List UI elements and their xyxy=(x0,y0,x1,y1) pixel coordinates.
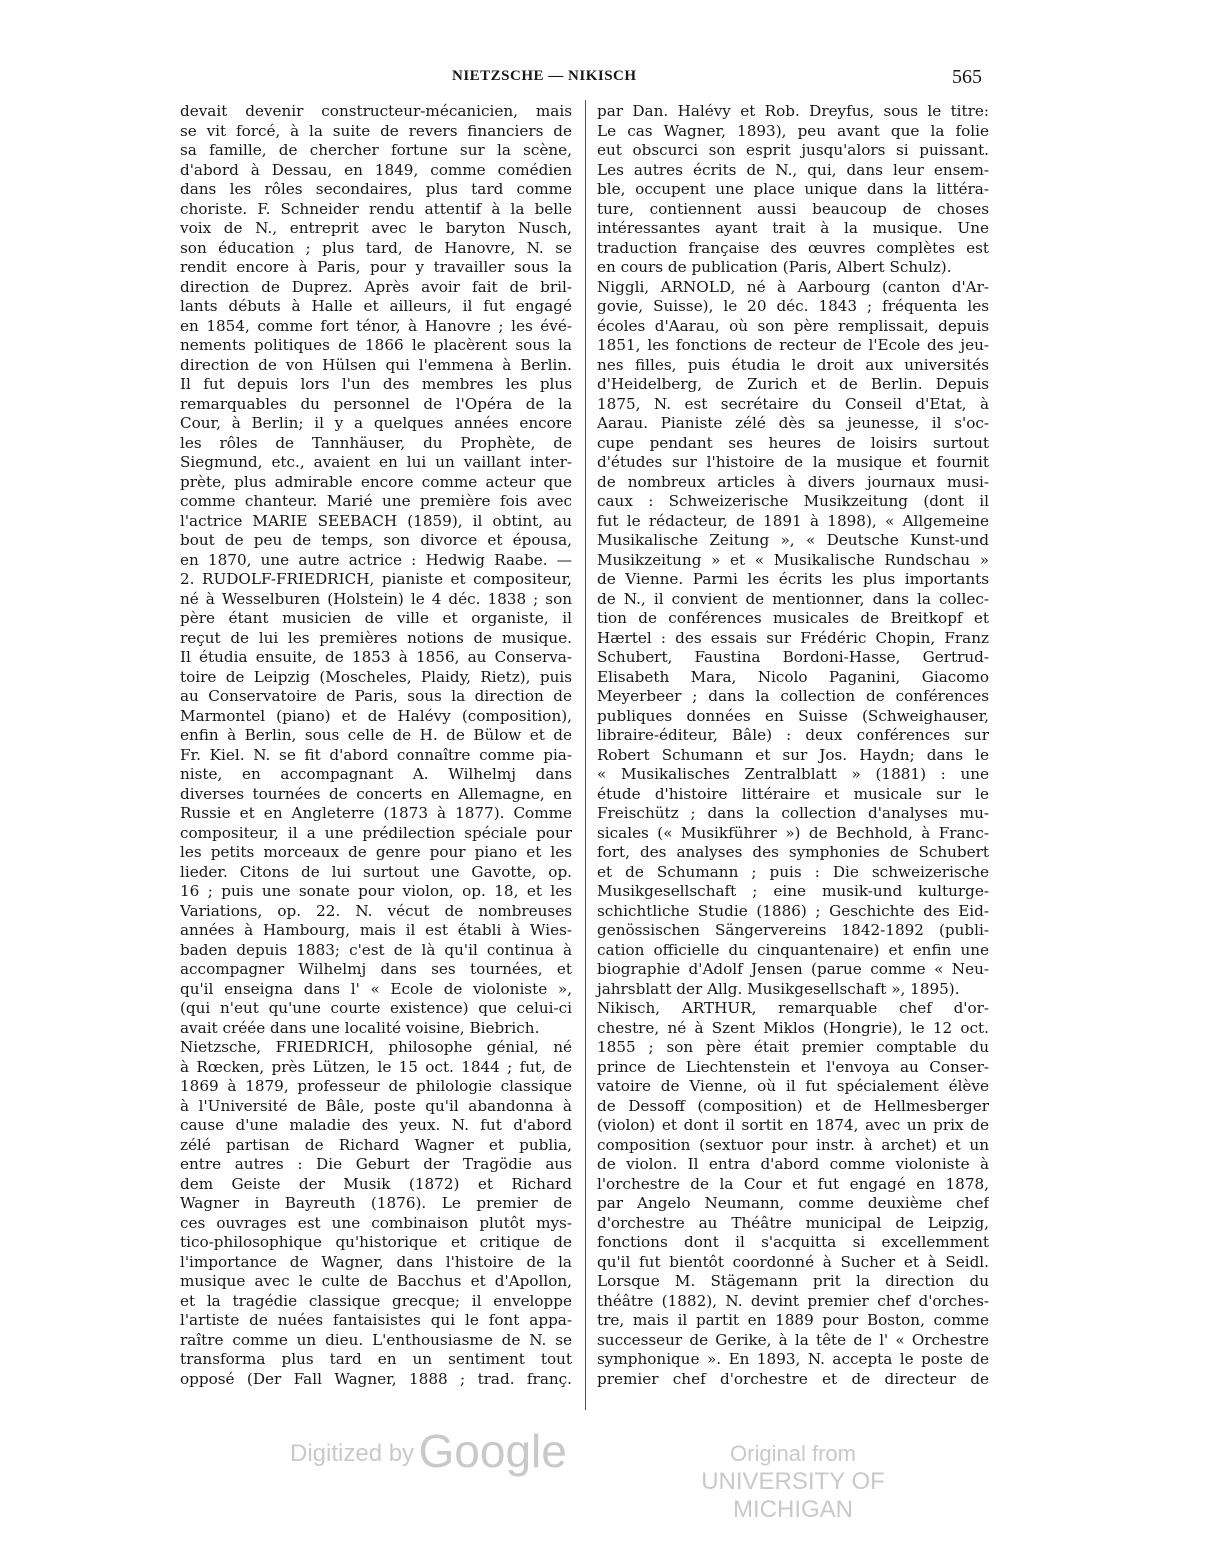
text-line: enfin à Berlin, sous celle de H. de Bülow et de xyxy=(180,726,572,744)
text-line: et la tragédie classique grecque; il enveloppe xyxy=(180,1291,572,1310)
text-line: Aarau. Pianiste zélé dès sa jeunesse, il s'oc- xyxy=(597,414,989,432)
text-line: ces ouvrages est une combinaison plutôt mys- xyxy=(180,1213,572,1232)
text-line: Siegmund, etc., avaient en lui un vaillant inter- xyxy=(180,453,572,471)
text-line: tre, mais il partit en 1889 pour Boston, comme xyxy=(597,1311,989,1329)
text-line: prète, plus admirable encore comme acteur que xyxy=(180,472,572,491)
text-line: choriste. F. Schneider rendu attentif à la belle xyxy=(180,199,572,218)
text-line: zélé partisan de Richard Wagner et publia, xyxy=(180,1135,572,1154)
text-line: Freischütz ; dans la collection d'analyses mu- xyxy=(597,804,989,822)
page-number: 565 xyxy=(952,66,982,88)
text-line: de Vienne. Parmi les écrits les plus importants xyxy=(597,570,989,588)
text-line: Il fut depuis lors l'un des membres les plus xyxy=(180,375,572,393)
text-line: genössischen Sängervereins 1842-1892 (publi- xyxy=(597,921,989,939)
text-line: baden depuis 1883; c'est de là qu'il continua à xyxy=(180,940,572,959)
text-line: au Conservatoire de Paris, sous la direction de xyxy=(180,687,572,705)
text-line: Musikalische Zeitung », « Deutsche Kunst-und xyxy=(597,531,989,549)
text-line: d'abord à Dessau, en 1849, comme comédien xyxy=(180,160,572,179)
text-line: rendit encore à Paris, pour y travailler sous la xyxy=(180,258,572,276)
text-line: les petits morceaux de genre pour piano et les xyxy=(180,843,572,861)
text-line: musique avec le culte de Bacchus et d'Apollon, xyxy=(180,1272,572,1290)
text-line: 1875, N. est secrétaire du Conseil d'Etat, à xyxy=(597,394,989,413)
text-line: par Dan. Halévy et Rob. Dreyfus, sous le titre: xyxy=(597,102,989,120)
text-line: (qui n'eut qu'une courte existence) que celui-ci xyxy=(180,999,572,1017)
text-line: Lorsque M. Stägemann prit la direction du xyxy=(597,1272,989,1290)
text-line: qu'il enseigna dans l' « Ecole de violoniste », xyxy=(180,979,572,998)
text-line: vatoire de Vienne, où il fut spécialement élève xyxy=(597,1077,989,1095)
text-line: tion de conférences musicales de Breitkopf et xyxy=(597,609,989,627)
text-line: 16 ; puis une sonate pour violon, op. 18, et les xyxy=(180,882,572,900)
text-line: nements politiques de 1866 le placèrent sous la xyxy=(180,336,572,354)
text-line: en cours de publication (Paris, Albert Schulz). xyxy=(597,258,952,276)
text-line: cause d'une maladie des yeux. N. fut d'abord xyxy=(180,1116,572,1134)
text-line: Niggli, ARNOLD, né à Aarbourg (canton d'Ar- xyxy=(597,277,989,296)
text-line: à Rœcken, près Lützen, le 15 oct. 1844 ; fut, de xyxy=(180,1057,572,1076)
text-line: lants débuts à Halle et ailleurs, il fut engagé xyxy=(180,297,572,315)
text-line: caux : Schweizerische Musikzeitung (dont il xyxy=(597,492,989,510)
text-line: govie, Suisse), le 20 déc. 1843 ; fréquenta les xyxy=(597,297,989,315)
text-line: Les autres écrits de N., qui, dans leur ensem- xyxy=(597,160,989,179)
text-line: libraire-éditeur, Bâle) : deux conférences sur xyxy=(597,726,989,744)
text-line: schichtliche Studie (1886) ; Geschichte des Eid- xyxy=(597,901,989,920)
text-line: devait devenir constructeur-mécanicien, mais xyxy=(180,102,572,120)
digitized-by-watermark xyxy=(290,1424,567,1478)
text-line: diverses tournées de concerts en Allemagne, en xyxy=(180,784,572,803)
text-line: étude d'histoire littéraire et musicale sur le xyxy=(597,784,989,803)
text-line: traduction française des œuvres complètes est xyxy=(597,238,989,257)
university-text: UNIVERSITY OF MICHIGAN xyxy=(701,1468,885,1523)
text-line: dans les rôles secondaires, plus tard comme xyxy=(180,180,572,198)
text-line: ture, contiennent aussi beaucoup de choses xyxy=(597,199,989,218)
text-line: qu'il fut bientôt coordonné à Sucher et à Seidl. xyxy=(597,1252,989,1271)
text-line: Russie et en Angleterre (1873 à 1877). Comme xyxy=(180,804,572,822)
text-line: comme chanteur. Marié une première fois avec xyxy=(180,492,572,510)
text-line: Le cas Wagner, 1893), peu avant que la folie xyxy=(597,121,989,140)
text-line: eut obscurci son esprit jusqu'alors si puissant. xyxy=(597,141,989,159)
text-line: fort, des analyses des symphonies de Schubert xyxy=(597,843,989,861)
text-line: les rôles de Tannhäuser, du Prophète, de xyxy=(180,433,572,452)
text-line: entre autres : Die Geburt der Tragödie aus xyxy=(180,1155,572,1173)
text-line: transforma plus tard en un sentiment tout xyxy=(180,1350,572,1368)
text-line: biographie d'Adolf Jensen (parue comme « Neu- xyxy=(597,960,989,978)
text-line: père étant musicien de ville et organiste, il xyxy=(180,609,572,627)
original-from-watermark xyxy=(668,1440,918,1524)
text-line: sicales (« Musikführer ») de Bechhold, à Franc- xyxy=(597,823,989,842)
text-line: niste, en accompagnant A. Wilhelmj dans xyxy=(180,765,572,783)
text-line: (violon) et dont il sortit en 1874, avec un prix de xyxy=(597,1116,989,1134)
text-line: écoles d'Aarau, où son père remplissait, depuis xyxy=(597,316,989,335)
text-line: et de Schumann ; puis : Die schweizerische xyxy=(597,862,989,881)
text-line: son éducation ; plus tard, de Hanovre, N. se xyxy=(180,238,572,257)
text-line: Musikgesellschaft ; eine musik-und kulturge- xyxy=(597,882,989,900)
text-line: composition (sextuor pour instr. à archet) et un xyxy=(597,1135,989,1154)
text-line: l'importance de Wagner, dans l'histoire de la xyxy=(180,1252,572,1271)
column-divider xyxy=(585,100,586,1410)
text-line: en 1870, une autre actrice : Hedwig Raabe. — xyxy=(180,550,572,569)
text-line: par Angelo Neumann, comme deuxième chef xyxy=(597,1194,989,1212)
text-line: de nombreux articles à divers journaux musi- xyxy=(597,472,989,491)
text-line: cation officielle du cinquantenaire) et enfin une xyxy=(597,940,989,959)
text-line: à l'Université de Bâle, poste qu'il abandonna à xyxy=(180,1096,572,1115)
text-line: 2. RUDOLF-FRIEDRICH, pianiste et compositeur, xyxy=(180,570,572,588)
text-line: l'orchestre de la Cour et fut engagé en 1878, xyxy=(597,1174,989,1193)
text-line: Hærtel : des essais sur Frédéric Chopin, Franz xyxy=(597,628,989,647)
digitized-by-text: Digitized by xyxy=(290,1440,415,1467)
text-line: jahrsblatt der Allg. Musikgesellschaft », 1895). xyxy=(597,979,960,998)
text-line: se vit forcé, à la suite de revers financiers de xyxy=(180,121,572,140)
text-line: dem Geiste der Musik (1872) et Richard xyxy=(180,1174,572,1193)
text-line: cupe pendant ses heures de loisirs surtout xyxy=(597,433,989,452)
text-line: Fr. Kiel. N. se fit d'abord connaître comme pia- xyxy=(180,745,572,764)
text-line: Marmontel (piano) et de Halévy (composition), xyxy=(180,706,572,725)
text-line: en 1854, comme fort ténor, à Hanovre ; les évé- xyxy=(180,316,572,335)
text-line: d'études sur l'histoire de la musique et fournit xyxy=(597,453,989,471)
text-line: publiques données en Suisse (Schweighauser, xyxy=(597,706,989,725)
text-line: Musikzeitung » et « Musikalische Rundschau » xyxy=(597,550,989,569)
text-line: symphonique ». En 1893, N. accepta le poste de xyxy=(597,1350,989,1368)
text-line: théâtre (1882), N. devint premier chef d'orches- xyxy=(597,1291,989,1310)
google-logo-text: Google xyxy=(418,1425,567,1477)
text-line: voix de N., entreprit avec le baryton Nusch, xyxy=(180,219,572,237)
text-line: chestre, né à Szent Miklos (Hongrie), le 12 oct. xyxy=(597,1018,989,1037)
original-from-text: Original from xyxy=(730,1441,856,1466)
text-line: Robert Schumann et sur Jos. Haydn; dans le xyxy=(597,745,989,764)
text-line: successeur de Gerike, à la tête de l' « Orchestre xyxy=(597,1330,989,1349)
text-line: direction de von Hülsen qui l'emmena à Berlin. xyxy=(180,355,572,374)
text-line: tico-philosophique qu'historique et critique de xyxy=(180,1233,572,1251)
text-line: 1855 ; son père était premier comptable du xyxy=(597,1038,989,1056)
text-line: fonctions dont il s'acquitta si excellemment xyxy=(597,1233,989,1251)
text-line: Meyerbeer ; dans la collection de conférences xyxy=(597,687,989,705)
running-header: NIETZSCHE — NIKISCH xyxy=(452,68,637,84)
text-line: prince de Liechtenstein et l'envoya au Conser- xyxy=(597,1057,989,1076)
text-line: 1851, les fonctions de recteur de l'Ecole des jeu- xyxy=(597,336,989,354)
text-line: fut le rédacteur, de 1891 à 1898), « Allgemeine xyxy=(597,511,989,530)
text-line: Variations, op. 22. N. vécut de nombreuses xyxy=(180,901,572,920)
text-line: Cour, à Berlin; il y a quelques années encore xyxy=(180,414,572,432)
text-line: Nikisch, ARTHUR, remarquable chef d'or- xyxy=(597,999,989,1017)
text-line: « Musikalisches Zentralblatt » (1881) : une xyxy=(597,765,989,783)
text-line: toire de Leipzig (Moscheles, Plaidy, Rietz), puis xyxy=(180,667,572,686)
text-line: raître comme un dieu. L'enthousiasme de N. se xyxy=(180,1330,572,1349)
text-line: sa famille, de chercher fortune sur la scène, xyxy=(180,141,572,159)
right-column xyxy=(597,102,989,1389)
text-line: l'artiste de nuées fantaisistes qui le font appa- xyxy=(180,1311,572,1329)
text-line: Wagner in Bayreuth (1876). Le premier de xyxy=(180,1194,572,1212)
text-line: ble, occupent une place unique dans la littéra- xyxy=(597,180,989,198)
text-line: intéressantes ayant trait à la musique. Une xyxy=(597,219,989,237)
text-line: d'Heidelberg, de Zurich et de Berlin. Depuis xyxy=(597,375,989,393)
text-line: né à Wesselburen (Holstein) le 4 déc. 1838 ; son xyxy=(180,589,572,608)
text-line: avait créée dans une localité voisine, Biebrich. xyxy=(180,1018,540,1037)
text-line: compositeur, il a une prédilection spéciale pour xyxy=(180,823,572,842)
text-line: accompagner Wilhelmj dans ses tournées, et xyxy=(180,960,572,978)
text-line: l'actrice MARIE SEEBACH (1859), il obtint, au xyxy=(180,511,572,530)
text-line: de Dessoff (composition) et de Hellmesberger xyxy=(597,1096,989,1115)
text-line: premier chef d'orchestre et de directeur de xyxy=(597,1369,989,1388)
text-line: bout de peu de temps, son divorce et épousa, xyxy=(180,531,572,549)
text-line: années à Hambourg, mais il est établi à Wies- xyxy=(180,921,572,939)
text-line: de violon. Il entra d'abord comme violoniste à xyxy=(597,1155,989,1173)
text-line: Il étudia ensuite, de 1853 à 1856, au Conserva- xyxy=(180,648,572,666)
text-line: Nietzsche, FRIEDRICH, philosophe génial, né xyxy=(180,1038,572,1056)
text-line: 1869 à 1879, professeur de philologie classique xyxy=(180,1077,572,1095)
text-line: Elisabeth Mara, Nicolo Paganini, Giacomo xyxy=(597,667,989,686)
left-column xyxy=(180,102,572,1389)
text-line: reçut de lui les premières notions de musique. xyxy=(180,628,572,647)
text-line: remarquables du personnel de l'Opéra de la xyxy=(180,394,572,413)
text-line: opposé (Der Fall Wagner, 1888 ; trad. franç. xyxy=(180,1369,572,1388)
text-line: nes filles, puis étudia le droit aux universités xyxy=(597,355,989,374)
text-line: direction de Duprez. Après avoir fait de bril- xyxy=(180,277,572,296)
text-line: de N., il convient de mentionner, dans la collec- xyxy=(597,589,989,608)
text-line: lieder. Citons de lui surtout une Gavotte, op. xyxy=(180,862,572,881)
text-line: Schubert, Faustina Bordoni-Hasse, Gertrud- xyxy=(597,648,989,666)
text-line: d'orchestre au Théâtre municipal de Leipzig, xyxy=(597,1213,989,1232)
